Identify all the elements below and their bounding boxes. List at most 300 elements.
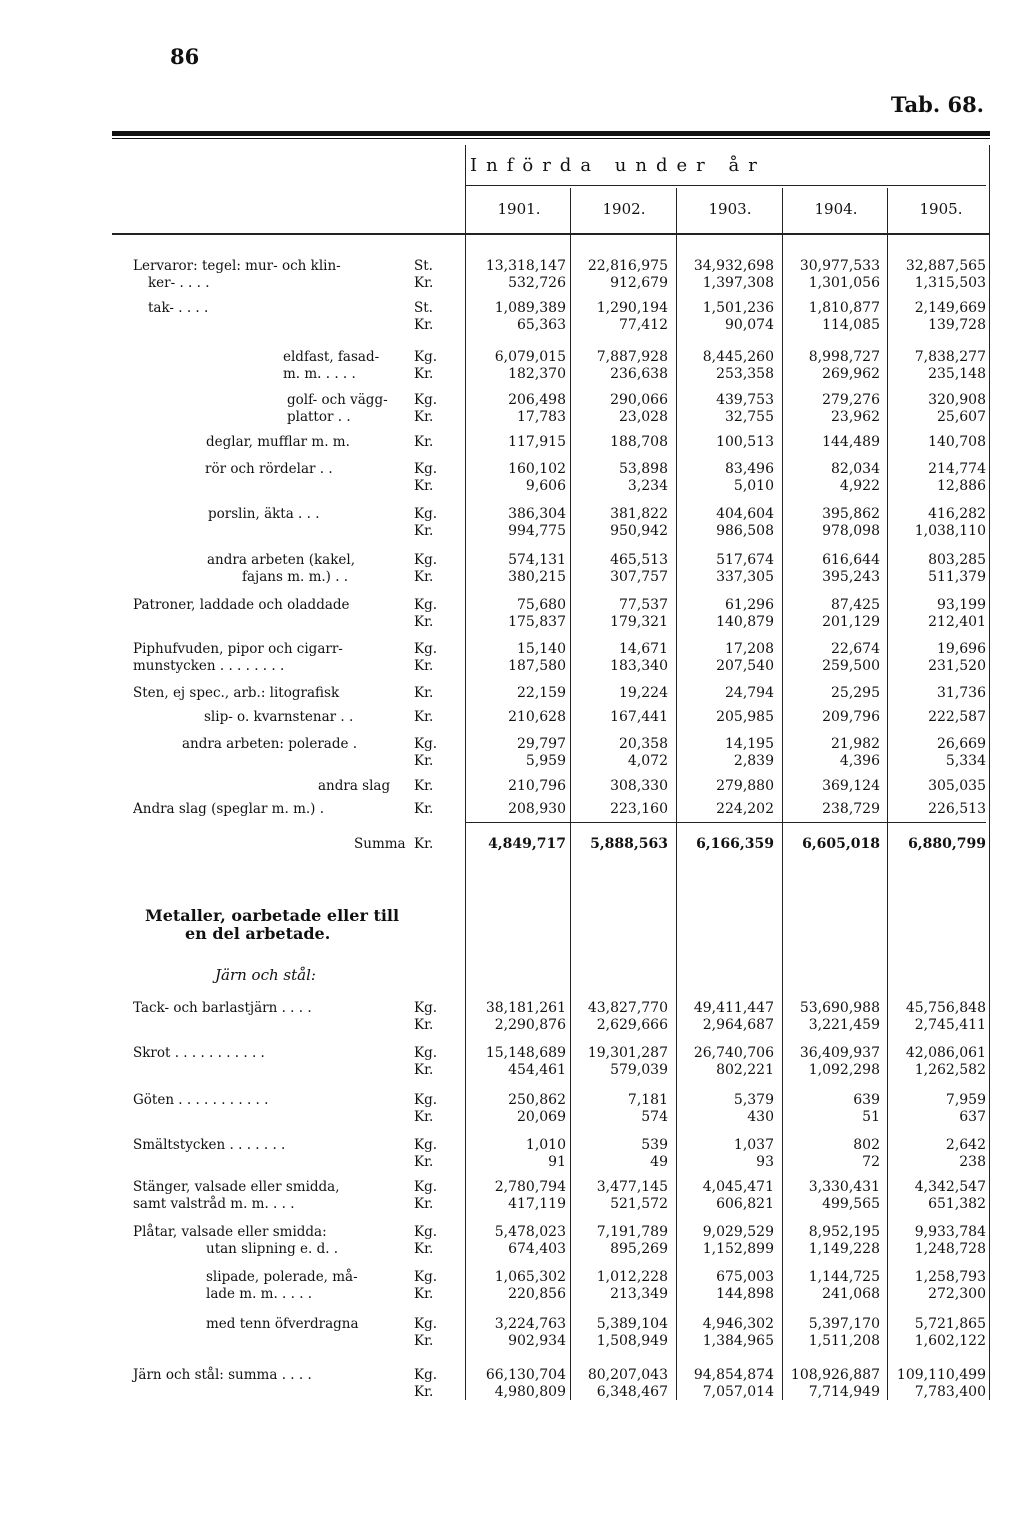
table-cell: 93: [756, 1154, 774, 1170]
table-cell: 521,572: [610, 1196, 668, 1212]
table-cell: 7,191,789: [596, 1224, 668, 1240]
table-cell: 140,708: [928, 434, 986, 450]
table-cell: 1,602,122: [914, 1333, 986, 1349]
table-cell: 7,959: [945, 1092, 986, 1108]
row-label: utan slipning e. d. .: [206, 1241, 339, 1257]
table-cell: 395,862: [822, 506, 880, 522]
row-label: Plåtar, valsade eller smidda:: [133, 1224, 327, 1240]
row-label: munstycken . . . . . . . .: [133, 658, 285, 674]
table-cell: 7,057,014: [702, 1384, 774, 1400]
table-cell: 4,980,809: [494, 1384, 566, 1400]
row-label: ker- . . . .: [148, 275, 210, 291]
table-cell: 77,537: [619, 597, 668, 613]
table-cell: 17,783: [517, 409, 566, 425]
table-cell: 1,144,725: [808, 1269, 880, 1285]
table-cell: 417,119: [508, 1196, 566, 1212]
column-line: [570, 188, 571, 1400]
row-label: slip- o. kvarnstenar . .: [204, 709, 354, 725]
table-cell: 224,202: [716, 801, 774, 817]
row-unit: Kr.: [414, 317, 434, 333]
table-cell: 220,856: [508, 1286, 566, 1302]
subsection-title: Järn och stål:: [215, 966, 316, 984]
row-unit: Kr.: [414, 709, 434, 725]
table-cell: 90,074: [725, 317, 774, 333]
summa-rule: [465, 822, 986, 823]
table-cell: 3,330,431: [808, 1179, 880, 1195]
table-cell: 7,887,928: [596, 349, 668, 365]
table-cell: 231,520: [928, 658, 986, 674]
table-cell: 2,839: [733, 753, 774, 769]
table-cell: 279,276: [822, 392, 880, 408]
table-cell: 1,810,877: [808, 300, 880, 316]
row-label: plattor . .: [287, 409, 351, 425]
table-cell: 80,207,043: [587, 1367, 668, 1383]
table-cell: 61,296: [725, 597, 774, 613]
table-cell: 29,797: [517, 736, 566, 752]
table-cell: 201,129: [822, 614, 880, 630]
table-cell: 8,998,727: [808, 349, 880, 365]
table-cell: 100,513: [716, 434, 774, 450]
summa-unit: Kr.: [414, 836, 434, 852]
summa-cell: 6,605,018: [802, 836, 880, 852]
table-cell: 5,389,104: [596, 1316, 668, 1332]
table-cell: 4,342,547: [914, 1179, 986, 1195]
row-unit: Kg.: [414, 1269, 438, 1285]
table-cell: 83,496: [725, 461, 774, 477]
table-cell: 994,775: [508, 523, 566, 539]
table-cell: 93,199: [937, 597, 986, 613]
table-cell: 5,397,170: [808, 1316, 880, 1332]
table-cell: 802: [853, 1137, 880, 1153]
row-label: Andra slag (speglar m. m.) .: [133, 801, 325, 817]
table-cell: 912,679: [610, 275, 668, 291]
row-label: Sten, ej spec., arb.: litografisk: [133, 685, 340, 701]
row-unit: Kr.: [414, 753, 434, 769]
table-cell: 651,382: [928, 1196, 986, 1212]
table-cell: 20,358: [619, 736, 668, 752]
row-unit: Kr.: [414, 778, 434, 794]
table-cell: 2,964,687: [702, 1017, 774, 1033]
table-cell: 26,740,706: [693, 1045, 774, 1061]
section-title-line-2: en del arbetade.: [185, 924, 331, 943]
table-cell: 465,513: [610, 552, 668, 568]
table-cell: 895,269: [610, 1241, 668, 1257]
table-cell: 639: [853, 1092, 880, 1108]
row-label: lade m. m. . . . .: [206, 1286, 313, 1302]
table-cell: 15,140: [517, 641, 566, 657]
table-cell: 253,358: [716, 366, 774, 382]
row-label: slipade, polerade, må-: [206, 1269, 358, 1285]
row-unit: Kg.: [414, 597, 438, 613]
row-unit: Kg.: [414, 349, 438, 365]
row-unit: Kg.: [414, 1137, 438, 1153]
table-cell: 5,334: [945, 753, 986, 769]
row-unit: Kr.: [414, 1017, 434, 1033]
table-cell: 109,110,499: [896, 1367, 986, 1383]
table-cell: 66,130,704: [485, 1367, 566, 1383]
table-cell: 579,039: [610, 1062, 668, 1078]
row-unit: Kr.: [414, 685, 434, 701]
table-cell: 574: [641, 1109, 668, 1125]
table-cell: 19,301,287: [587, 1045, 668, 1061]
table-cell: 1,248,728: [914, 1241, 986, 1257]
row-label: fajans m. m.) . .: [242, 569, 349, 585]
row-label: Lervaror: tegel: mur- och klin-: [133, 258, 341, 274]
row-label: Järn och stål: summa . . . .: [133, 1367, 312, 1383]
row-label: andra slag: [318, 778, 391, 794]
row-unit: Kg.: [414, 506, 438, 522]
table-cell: 223,160: [610, 801, 668, 817]
table-cell: 404,604: [716, 506, 774, 522]
row-unit: Kg.: [414, 1000, 438, 1016]
table-cell: 139,728: [928, 317, 986, 333]
table-cell: 902,934: [508, 1333, 566, 1349]
table-cell: 23,962: [831, 409, 880, 425]
row-unit: Kr.: [414, 275, 434, 291]
table-cell: 23,028: [619, 409, 668, 425]
row-label: Stänger, valsade eller smidda,: [133, 1179, 340, 1195]
table-cell: 32,755: [725, 409, 774, 425]
table-cell: 369,124: [822, 778, 880, 794]
table-cell: 205,985: [716, 709, 774, 725]
table-cell: 1,397,308: [702, 275, 774, 291]
table-cell: 75,680: [517, 597, 566, 613]
table-cell: 1,262,582: [914, 1062, 986, 1078]
table-cell: 42,086,061: [905, 1045, 986, 1061]
table-cell: 5,379: [733, 1092, 774, 1108]
table-cell: 1,092,298: [808, 1062, 880, 1078]
table-cell: 183,340: [610, 658, 668, 674]
table-cell: 51: [862, 1109, 880, 1125]
row-unit: Kr.: [414, 658, 434, 674]
table-cell: 208,930: [508, 801, 566, 817]
table-cell: 6,079,015: [494, 349, 566, 365]
table-cell: 82,034: [831, 461, 880, 477]
table-cell: 616,644: [822, 552, 880, 568]
table-cell: 5,010: [733, 478, 774, 494]
row-label: tak- . . . .: [148, 300, 209, 316]
table-cell: 2,745,411: [914, 1017, 986, 1033]
table-cell: 1,258,793: [914, 1269, 986, 1285]
table-cell: 269,962: [822, 366, 880, 382]
table-cell: 2,780,794: [494, 1179, 566, 1195]
table-cell: 22,159: [517, 685, 566, 701]
table-cell: 72: [862, 1154, 880, 1170]
table-cell: 803,285: [928, 552, 986, 568]
table-cell: 511,379: [928, 569, 986, 585]
row-label: rör och rördelar . .: [205, 461, 333, 477]
table-cell: 117,915: [508, 434, 566, 450]
table-cell: 140,879: [716, 614, 774, 630]
year-header: 1902.: [602, 200, 646, 218]
table-cell: 25,607: [937, 409, 986, 425]
row-unit: Kr.: [414, 1154, 434, 1170]
row-label: samt valstråd m. m. . . .: [133, 1196, 295, 1212]
table-cell: 1,065,302: [494, 1269, 566, 1285]
row-unit: Kg.: [414, 461, 438, 477]
table-cell: 250,862: [508, 1092, 566, 1108]
table-cell: 8,445,260: [702, 349, 774, 365]
table-cell: 65,363: [517, 317, 566, 333]
table-cell: 380,215: [508, 569, 566, 585]
table-cell: 3,477,145: [596, 1179, 668, 1195]
table-cell: 30,977,533: [799, 258, 880, 274]
header-bottom-rule: [112, 233, 990, 235]
row-label: Smältstycken . . . . . . .: [133, 1137, 286, 1153]
table-cell: 8,952,195: [808, 1224, 880, 1240]
row-label: andra arbeten: polerade .: [182, 736, 358, 752]
column-line: [782, 188, 783, 1400]
table-cell: 32,887,565: [905, 258, 986, 274]
row-unit: St.: [414, 300, 433, 316]
table-cell: 14,671: [619, 641, 668, 657]
table-cell: 7,783,400: [914, 1384, 986, 1400]
table-cell: 182,370: [508, 366, 566, 382]
table-cell: 31,736: [937, 685, 986, 701]
table-cell: 4,396: [839, 753, 880, 769]
section-title-line-1: Metaller, oarbetade eller till: [145, 906, 400, 925]
row-unit: Kg.: [414, 1045, 438, 1061]
table-cell: 26,669: [937, 736, 986, 752]
table-cell: 1,037: [733, 1137, 774, 1153]
row-unit: Kr.: [414, 569, 434, 585]
table-cell: 2,149,669: [914, 300, 986, 316]
table-cell: 3,221,459: [808, 1017, 880, 1033]
table-cell: 279,880: [716, 778, 774, 794]
top-rule-thin: [112, 138, 990, 139]
table-cell: 179,321: [610, 614, 668, 630]
table-cell: 238,729: [822, 801, 880, 817]
row-unit: Kr.: [414, 434, 434, 450]
table-cell: 4,045,471: [702, 1179, 774, 1195]
table-cell: 21,982: [831, 736, 880, 752]
row-label: Tack- och barlastjärn . . . .: [133, 1000, 312, 1016]
row-unit: Kg.: [414, 1316, 438, 1332]
table-cell: 5,959: [525, 753, 566, 769]
row-unit: Kr.: [414, 1196, 434, 1212]
table-cell: 4,922: [839, 478, 880, 494]
section-title: [145, 907, 399, 943]
row-unit: Kr.: [414, 1062, 434, 1078]
table-cell: 77,412: [619, 317, 668, 333]
summa-cell: 4,849,717: [488, 836, 566, 852]
table-cell: 4,946,302: [702, 1316, 774, 1332]
table-cell: 167,441: [610, 709, 668, 725]
table-cell: 950,942: [610, 523, 668, 539]
table-cell: 236,638: [610, 366, 668, 382]
summa-cell: 6,166,359: [696, 836, 774, 852]
table-cell: 1,089,389: [494, 300, 566, 316]
row-unit: Kg.: [414, 1224, 438, 1240]
row-unit: St.: [414, 258, 433, 274]
row-unit: Kr.: [414, 1333, 434, 1349]
table-cell: 1,501,236: [702, 300, 774, 316]
table-cell: 7,838,277: [914, 349, 986, 365]
summa-cell: 5,888,563: [590, 836, 668, 852]
table-cell: 307,757: [610, 569, 668, 585]
row-unit: Kr.: [414, 1241, 434, 1257]
row-unit: Kr.: [414, 801, 434, 817]
table-cell: 209,796: [822, 709, 880, 725]
table-cell: 5,721,865: [914, 1316, 986, 1332]
table-cell: 259,500: [822, 658, 880, 674]
table-cell: 187,580: [508, 658, 566, 674]
table-cell: 17,208: [725, 641, 774, 657]
table-cell: 381,822: [610, 506, 668, 522]
column-line: [676, 188, 677, 1400]
table-cell: 222,587: [928, 709, 986, 725]
table-cell: 15,148,689: [485, 1045, 566, 1061]
row-unit: Kr.: [414, 1384, 434, 1400]
row-unit: Kr.: [414, 1109, 434, 1125]
table-cell: 308,330: [610, 778, 668, 794]
row-unit: Kg.: [414, 641, 438, 657]
table-cell: 14,195: [725, 736, 774, 752]
year-header: 1905.: [919, 200, 963, 218]
table-cell: 49,411,447: [693, 1000, 774, 1016]
page-number: 86: [170, 44, 200, 69]
table-cell: 517,674: [716, 552, 774, 568]
table-cell: 6,348,467: [596, 1384, 668, 1400]
table-cell: 454,461: [508, 1062, 566, 1078]
table-cell: 4,072: [627, 753, 668, 769]
table-cell: 25,295: [831, 685, 880, 701]
table-cell: 430: [747, 1109, 774, 1125]
table-cell: 45,756,848: [905, 1000, 986, 1016]
table-cell: 20,069: [517, 1109, 566, 1125]
table-cell: 210,628: [508, 709, 566, 725]
row-unit: Kg.: [414, 1092, 438, 1108]
row-label: golf- och vägg-: [287, 392, 388, 408]
table-cell: 36,409,937: [799, 1045, 880, 1061]
row-label: m. m. . . . .: [283, 366, 356, 382]
table-cell: 416,282: [928, 506, 986, 522]
table-cell: 9,933,784: [914, 1224, 986, 1240]
table-cell: 22,674: [831, 641, 880, 657]
top-rule: [112, 131, 990, 136]
table-cell: 1,511,208: [808, 1333, 880, 1349]
table-cell: 802,221: [716, 1062, 774, 1078]
table-cell: 34,932,698: [693, 258, 774, 274]
table-cell: 1,315,503: [914, 275, 986, 291]
table-cell: 213,349: [610, 1286, 668, 1302]
row-unit: Kg.: [414, 392, 438, 408]
table-cell: 320,908: [928, 392, 986, 408]
table-cell: 1,152,899: [702, 1241, 774, 1257]
table-cell: 2,642: [945, 1137, 986, 1153]
table-cell: 637: [959, 1109, 986, 1125]
table-cell: 19,696: [937, 641, 986, 657]
table-cell: 38,181,261: [485, 1000, 566, 1016]
table-cell: 574,131: [508, 552, 566, 568]
table-cell: 22,816,975: [587, 258, 668, 274]
row-unit: Kg.: [414, 1367, 438, 1383]
table-cell: 7,714,949: [808, 1384, 880, 1400]
table-cell: 3,224,763: [494, 1316, 566, 1332]
table-cell: 94,854,874: [693, 1367, 774, 1383]
table-cell: 235,148: [928, 366, 986, 382]
row-label: Piphufvuden, pipor och cigarr-: [133, 641, 343, 657]
table-cell: 108,926,887: [790, 1367, 880, 1383]
table-cell: 2,629,666: [596, 1017, 668, 1033]
table-cell: 53,898: [619, 461, 668, 477]
table-cell: 1,384,965: [702, 1333, 774, 1349]
row-label: eldfast, fasad-: [283, 349, 380, 365]
table-cell: 175,837: [508, 614, 566, 630]
year-header: 1903.: [708, 200, 752, 218]
table-cell: 49: [650, 1154, 668, 1170]
column-line: [989, 145, 990, 1400]
column-line: [465, 145, 466, 1400]
table-cell: 91: [548, 1154, 566, 1170]
table-cell: 53,690,988: [799, 1000, 880, 1016]
table-cell: 272,300: [928, 1286, 986, 1302]
table-cell: 144,489: [822, 434, 880, 450]
row-label: Skrot . . . . . . . . . . .: [133, 1045, 265, 1061]
table-cell: 3,234: [627, 478, 668, 494]
row-unit: Kr.: [414, 1286, 434, 1302]
table-cell: 13,318,147: [485, 258, 566, 274]
table-cell: 206,498: [508, 392, 566, 408]
table-cell: 439,753: [716, 392, 774, 408]
table-cell: 674,403: [508, 1241, 566, 1257]
table-cell: 1,038,110: [914, 523, 986, 539]
row-label: andra arbeten (kakel,: [207, 552, 355, 568]
year-header: 1901.: [497, 200, 541, 218]
table-cell: 1,012,228: [596, 1269, 668, 1285]
table-cell: 114,085: [822, 317, 880, 333]
table-cell: 9,029,529: [702, 1224, 774, 1240]
table-cell: 210,796: [508, 778, 566, 794]
row-label: deglar, mufflar m. m.: [206, 434, 350, 450]
table-cell: 87,425: [831, 597, 880, 613]
table-cell: 606,821: [716, 1196, 774, 1212]
row-unit: Kr.: [414, 614, 434, 630]
table-cell: 5,478,023: [494, 1224, 566, 1240]
table-cell: 9,606: [525, 478, 566, 494]
row-unit: Kr.: [414, 409, 434, 425]
table-cell: 188,708: [610, 434, 668, 450]
table-cell: 1,301,056: [808, 275, 880, 291]
table-cell: 19,224: [619, 685, 668, 701]
table-cell: 675,003: [716, 1269, 774, 1285]
table-number: Tab. 68.: [890, 92, 984, 117]
table-cell: 43,827,770: [587, 1000, 668, 1016]
table-cell: 144,898: [716, 1286, 774, 1302]
row-unit: Kr.: [414, 523, 434, 539]
column-line: [887, 188, 888, 1400]
row-label: med tenn öfverdragna: [206, 1316, 359, 1332]
table-cell: 24,794: [725, 685, 774, 701]
row-label: porslin, äkta . . .: [208, 506, 320, 522]
table-cell: 1,149,228: [808, 1241, 880, 1257]
row-unit: Kg.: [414, 552, 438, 568]
table-cell: 1,508,949: [596, 1333, 668, 1349]
table-cell: 1,010: [525, 1137, 566, 1153]
row-unit: Kg.: [414, 736, 438, 752]
column-group-header: Införda under år: [470, 155, 766, 176]
row-unit: Kr.: [414, 478, 434, 494]
table-cell: 207,540: [716, 658, 774, 674]
table-cell: 214,774: [928, 461, 986, 477]
table-cell: 986,508: [716, 523, 774, 539]
table-cell: 499,565: [822, 1196, 880, 1212]
year-header: 1904.: [814, 200, 858, 218]
table-cell: 337,305: [716, 569, 774, 585]
table-cell: 290,066: [610, 392, 668, 408]
summa-label: Summa: [354, 836, 406, 852]
table-cell: 532,726: [508, 275, 566, 291]
